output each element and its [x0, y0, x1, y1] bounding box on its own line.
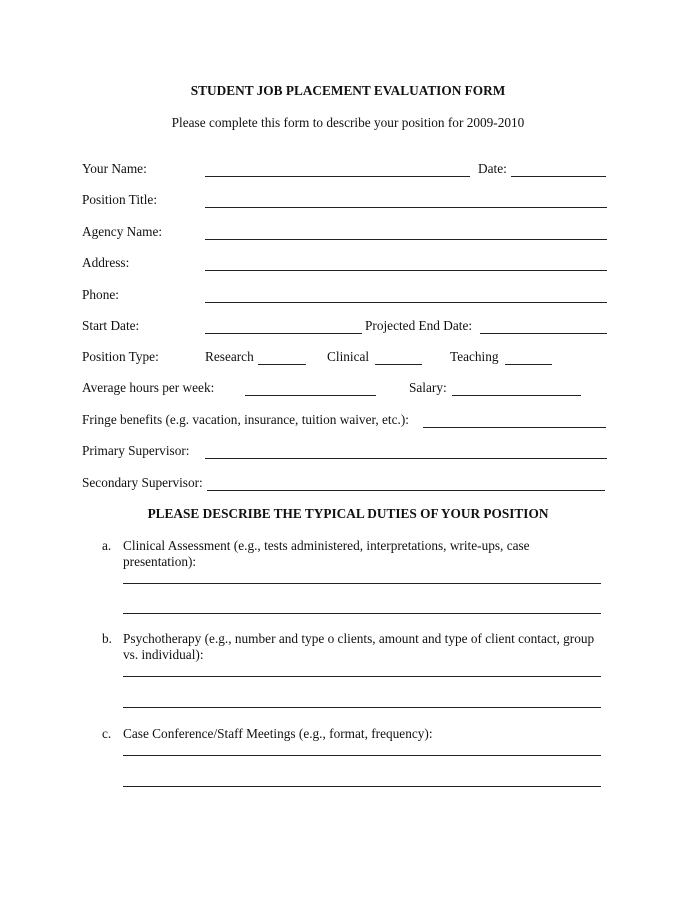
form-subtitle: Please complete this form to describe your position for 2009-2010: [171, 115, 525, 130]
secondary-supervisor-label: Secondary Supervisor:: [82, 475, 203, 490]
question-c-answer-line-2[interactable]: [123, 786, 601, 787]
agency-name-field[interactable]: [205, 239, 607, 240]
date-field[interactable]: [511, 176, 606, 177]
date-label: Date:: [478, 161, 507, 176]
phone-field[interactable]: [205, 302, 607, 303]
avg-hours-field[interactable]: [245, 395, 376, 396]
question-a-text-cont: presentation):: [123, 554, 197, 569]
question-b-text-cont: vs. individual):: [123, 647, 204, 662]
phone-label: Phone:: [82, 287, 119, 302]
primary-supervisor-field[interactable]: [205, 458, 607, 459]
question-marker: b.: [102, 631, 112, 646]
question-b-answer-line-1[interactable]: [123, 676, 601, 677]
your-name-field[interactable]: [205, 176, 470, 177]
question-marker: a.: [102, 538, 112, 553]
position-title-field[interactable]: [205, 207, 607, 208]
question-c-answer-line-1[interactable]: [123, 755, 601, 756]
position-type-label: Position Type:: [82, 349, 159, 364]
position-title-label: Position Title:: [82, 192, 158, 207]
start-date-label: Start Date:: [82, 318, 140, 333]
option-clinical-field[interactable]: [375, 364, 422, 365]
option-research-label: Research: [205, 349, 254, 364]
question-marker: c.: [102, 726, 112, 741]
projected-end-date-label: Projected End Date:: [365, 318, 473, 333]
projected-end-date-field[interactable]: [480, 333, 607, 334]
address-label: Address:: [82, 255, 130, 270]
question-a-text: Clinical Assessment (e.g., tests administered, interpretations, write-ups, case: [123, 538, 530, 553]
form-title: STUDENT JOB PLACEMENT EVALUATION FORM: [190, 83, 506, 98]
section-heading: PLEASE DESCRIBE THE TYPICAL DUTIES OF YOUR POSITION: [147, 506, 549, 521]
question-b-answer-line-2[interactable]: [123, 707, 601, 708]
question-a-answer-line-2[interactable]: [123, 613, 601, 614]
option-clinical-label: Clinical: [327, 349, 370, 364]
option-teaching-field[interactable]: [505, 364, 552, 365]
primary-supervisor-label: Primary Supervisor:: [82, 443, 190, 458]
option-teaching-label: Teaching: [450, 349, 499, 364]
agency-name-label: Agency Name:: [82, 224, 163, 239]
address-field[interactable]: [205, 270, 607, 271]
salary-label: Salary:: [409, 380, 447, 395]
fringe-benefits-label: Fringe benefits (e.g. vacation, insurance, tuition waiver, etc.):: [82, 412, 409, 427]
question-b-text: Psychotherapy (e.g., number and type o clients, amount and type of client contact, group: [123, 631, 595, 646]
option-research-field[interactable]: [258, 364, 306, 365]
your-name-label: Your Name:: [82, 161, 147, 176]
question-c-text: Case Conference/Staff Meetings (e.g., format, frequency):: [123, 726, 433, 741]
salary-field[interactable]: [452, 395, 581, 396]
question-a-answer-line-1[interactable]: [123, 583, 601, 584]
avg-hours-label: Average hours per week:: [82, 380, 215, 395]
secondary-supervisor-field[interactable]: [207, 490, 605, 491]
fringe-benefits-field[interactable]: [423, 427, 606, 428]
start-date-field[interactable]: [205, 333, 362, 334]
